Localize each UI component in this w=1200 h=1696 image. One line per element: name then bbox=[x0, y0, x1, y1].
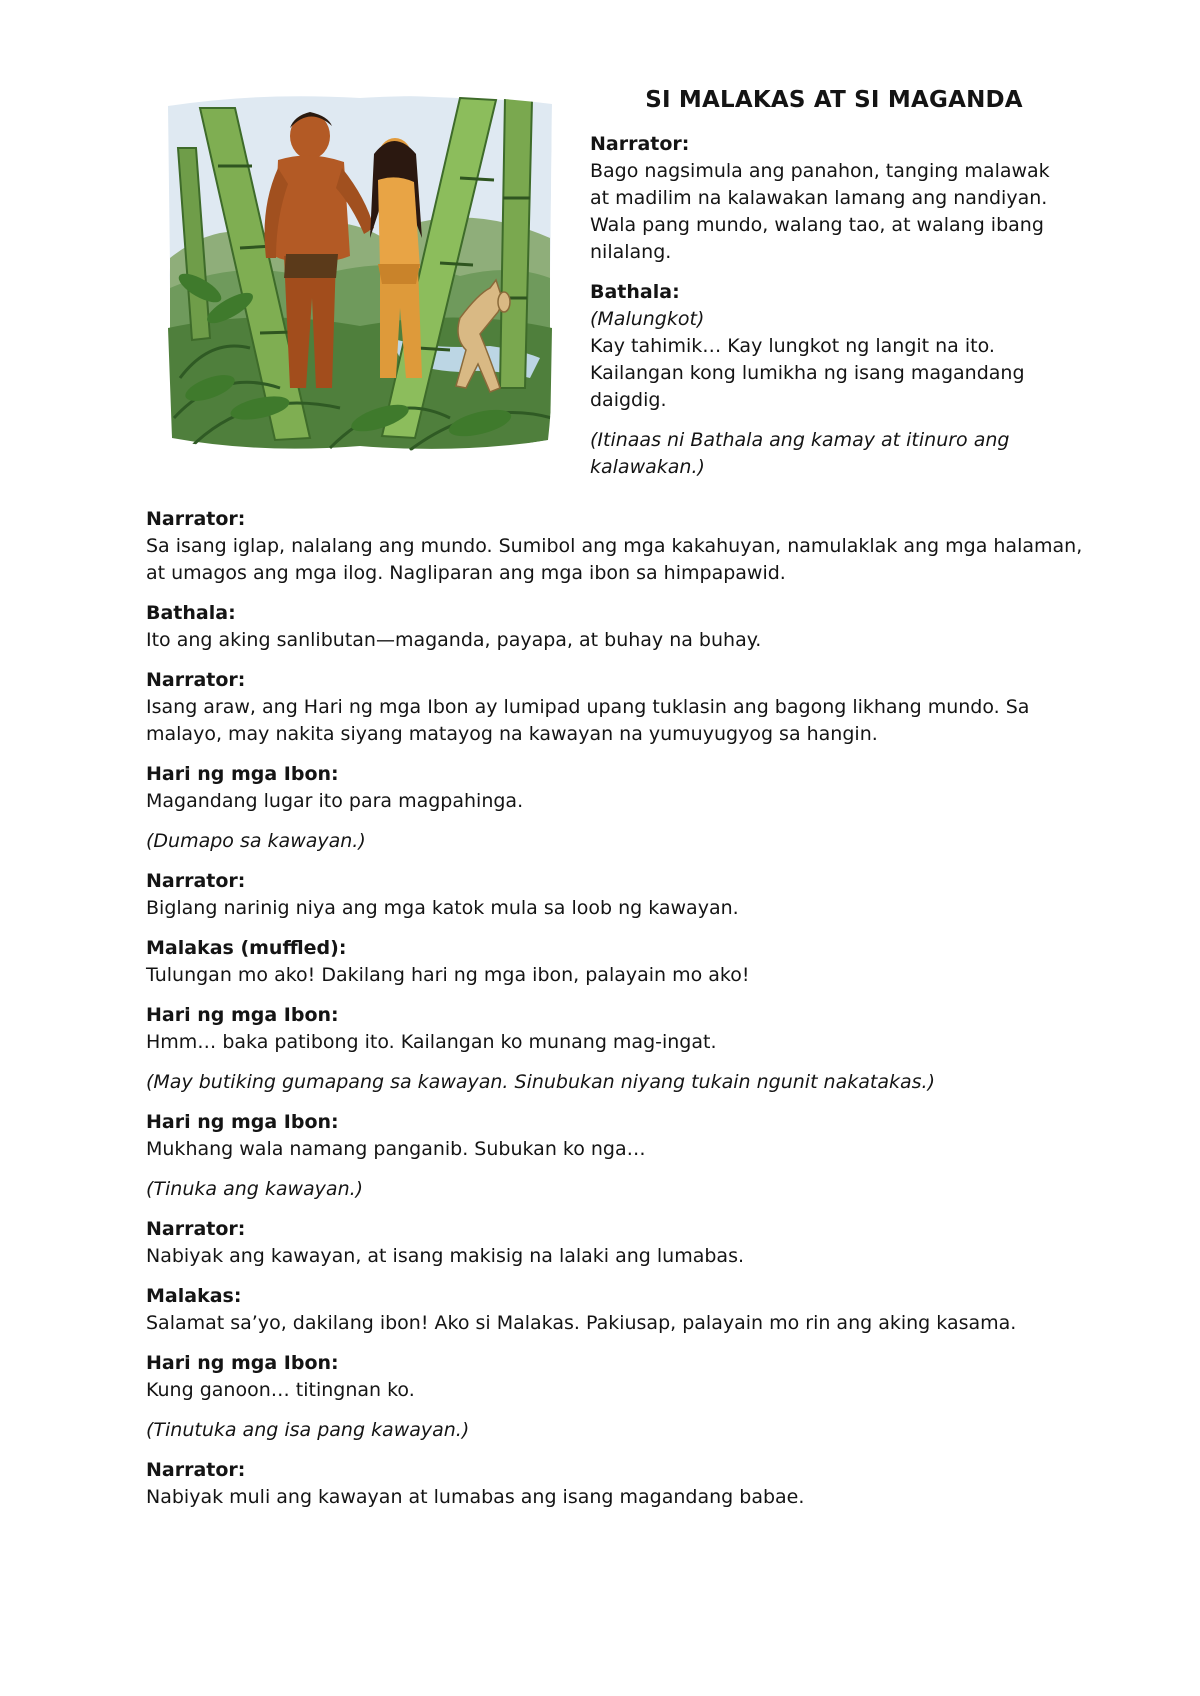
speaker-label: Narrator: bbox=[146, 669, 246, 691]
dialogue-block bbox=[146, 1216, 1096, 1270]
dialogue-text: Magandang lugar ito para magpahinga. bbox=[146, 790, 524, 812]
speaker-label: Hari ng mga Ibon: bbox=[146, 763, 339, 785]
intro-column bbox=[590, 131, 1070, 494]
dialogue-block bbox=[146, 761, 1096, 815]
stage-direction: (Tinutuka ang isa pang kawayan.) bbox=[146, 1419, 470, 1441]
dialogue-block bbox=[146, 935, 1096, 989]
dialogue-text: Bago nagsimula ang panahon, tanging malawak at madilim na kalawakan lamang ang nandiyan. Wala pang mundo, walang tao, at walang ibang nilalang. bbox=[590, 160, 1050, 263]
dialogue-block bbox=[146, 1002, 1096, 1056]
dialogue-text: Isang araw, ang Hari ng mga Ibon ay lumipad upang tuklasin ang bagong likhang mundo. Sa malayo, may nakita siyang matayog na kawayan na yumuyugyog sa hangin. bbox=[146, 696, 1030, 745]
speaker-label: Narrator: bbox=[146, 1218, 246, 1240]
dialogue-text: Nabiyak ang kawayan, at isang makisig na lalaki ang lumabas. bbox=[146, 1245, 745, 1267]
dialogue-text: Kung ganoon… titingnan ko. bbox=[146, 1379, 415, 1401]
stage-block bbox=[146, 1069, 1096, 1096]
dialogue-block bbox=[146, 667, 1096, 748]
dialogue-block bbox=[146, 1283, 1096, 1337]
dialogue-text: Kailangan kong lumikha ng isang magandang daigdig. bbox=[590, 362, 1025, 411]
speaker-label: Narrator: bbox=[146, 1459, 246, 1481]
stage-direction: (Malungkot) bbox=[590, 308, 705, 330]
stage-block bbox=[146, 1176, 1096, 1203]
malakas-maganda-illustration bbox=[160, 88, 560, 460]
dialogue-block bbox=[146, 1109, 1096, 1163]
speaker-label: Bathala: bbox=[146, 602, 236, 624]
dialogue-block bbox=[146, 868, 1096, 922]
dialogue-block bbox=[146, 600, 1096, 654]
stage-block bbox=[146, 1417, 1096, 1444]
dialogue-text: Salamat sa’yo, dakilang ibon! Ako si Malakas. Pakiusap, palayain mo rin ang aking kasama. bbox=[146, 1312, 1017, 1334]
speaker-label: Malakas: bbox=[146, 1285, 242, 1307]
dialogue-block bbox=[590, 279, 1070, 414]
dialogue-text: Sa isang iglap, nalalang ang mundo. Sumibol ang mga kakahuyan, namulaklak ang mga halaman, at umagos ang mga ilog. Nagliparan ang mga ibon sa himpapawid. bbox=[146, 535, 1083, 584]
speaker-label: Narrator: bbox=[146, 870, 246, 892]
dialogue-block bbox=[146, 506, 1096, 587]
speaker-label: Narrator: bbox=[590, 133, 690, 155]
dialogue-block bbox=[146, 1350, 1096, 1404]
dialogue-text: Tulungan mo ako! Dakilang hari ng mga ibon, palayain mo ako! bbox=[146, 964, 750, 986]
speaker-label: Hari ng mga Ibon: bbox=[146, 1111, 339, 1133]
dialogue-text: Mukhang wala namang panganib. Subukan ko nga… bbox=[146, 1138, 646, 1160]
speaker-label: Narrator: bbox=[146, 508, 246, 530]
stage-direction: (May butiking gumapang sa kawayan. Sinubukan niyang tukain ngunit nakatakas.) bbox=[146, 1071, 935, 1093]
stage-direction: (Tinuka ang kawayan.) bbox=[146, 1178, 364, 1200]
speaker-label: Hari ng mga Ibon: bbox=[146, 1004, 339, 1026]
script-column bbox=[146, 506, 1096, 1524]
speaker-label: Bathala: bbox=[590, 281, 680, 303]
stage-direction: (Itinaas ni Bathala ang kamay at itinuro ang kalawakan.) bbox=[590, 429, 1010, 478]
stage-block bbox=[146, 828, 1096, 855]
dialogue-text: Biglang narinig niya ang mga katok mula sa loob ng kawayan. bbox=[146, 897, 739, 919]
speaker-label: Hari ng mga Ibon: bbox=[146, 1352, 339, 1374]
dialogue-block bbox=[146, 1457, 1096, 1511]
speaker-label: Malakas (muffled): bbox=[146, 937, 347, 959]
dialogue-block bbox=[590, 131, 1070, 266]
dialogue-text: Hmm… baka patibong ito. Kailangan ko munang mag-ingat. bbox=[146, 1031, 717, 1053]
dialogue-text: Kay tahimik… Kay lungkot ng langit na ito. bbox=[590, 335, 995, 357]
document-title: SI MALAKAS AT SI MAGANDA bbox=[645, 87, 1023, 113]
stage-block bbox=[590, 427, 1070, 481]
stage-direction: (Dumapo sa kawayan.) bbox=[146, 830, 366, 852]
dialogue-text: Nabiyak muli ang kawayan at lumabas ang isang magandang babae. bbox=[146, 1486, 805, 1508]
dialogue-text: Ito ang aking sanlibutan—maganda, payapa, at buhay na buhay. bbox=[146, 629, 762, 651]
